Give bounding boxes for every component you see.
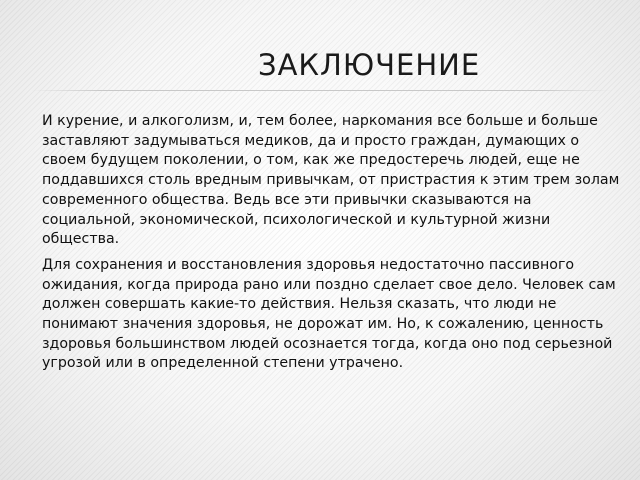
title-divider (32, 90, 612, 91)
paragraph-2: Для сохранения и восстановления здоровья недостаточно пассивного ожидания, когда природа рано или поздно сделает свое дело. Человек сам должен совершать какие-то действия. Нельзя сказать, что люди не понимают значения здоровья, не дорожат им. Но, к сожалению, ценность здоровья большинством людей осознается тогда, когда оно под серьезной угрозой или в определенной степени утрачено. (42, 256, 616, 372)
slide-title: ЗАКЛЮЧЕНИЕ (258, 48, 481, 82)
slide-body (42, 112, 622, 380)
paragraph-1: И курение, и алкоголизм, и, тем более, наркомания все больше и больше заставляют задумываться медиков, да и просто граждан, думающих о своем будущем поколении, о том, как же предостеречь людей, еще не поддавшихся столь вредным привычкам, от пристрастия к этим трем золам современного общества. Ведь все эти привычки сказываются на социальной, экономической, психологической и культурной жизни общества. (42, 113, 620, 248)
